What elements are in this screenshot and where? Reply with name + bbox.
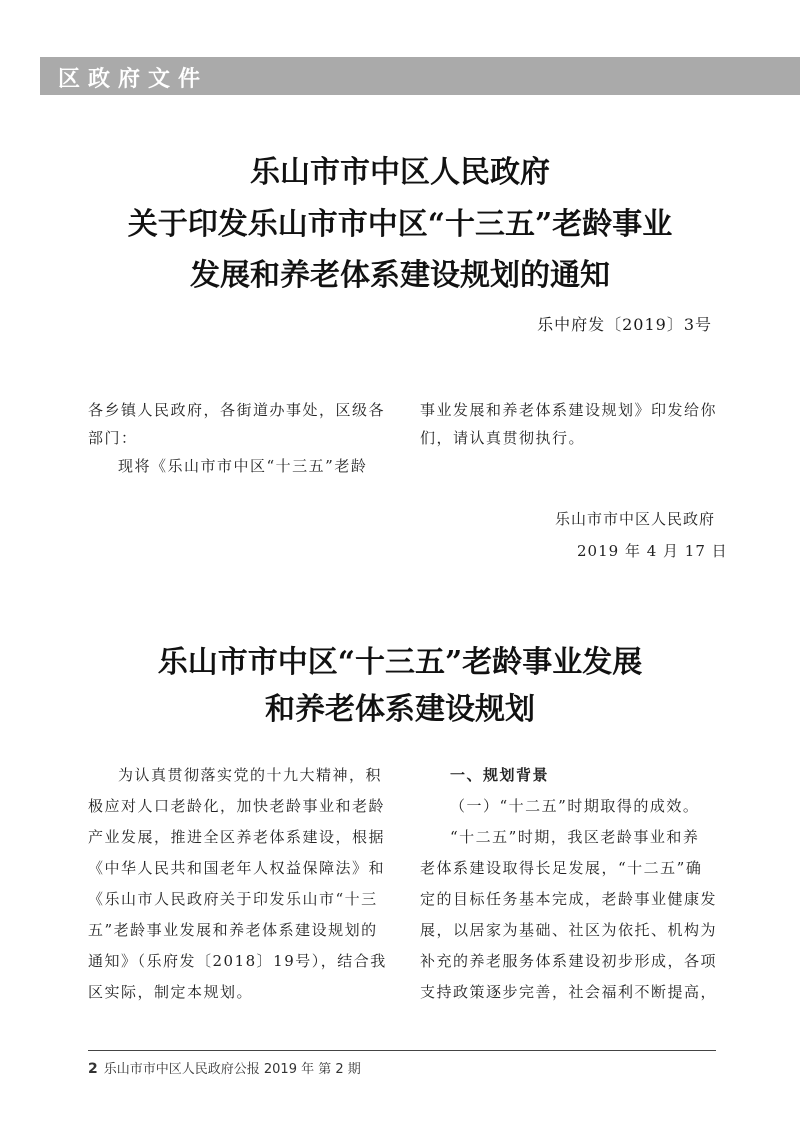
- document-number: 乐中府发〔2019〕3号: [537, 315, 712, 334]
- intro-line: 《乐山市人民政府关于印发乐山市“十三: [88, 890, 378, 908]
- subsection-heading: （一）“十二五”时期取得的成效。: [450, 797, 700, 815]
- notice-right-column: [420, 396, 730, 452]
- page-footer: [88, 1058, 361, 1077]
- publication-name: 乐山市市中区人民政府公报 2019 年 第 2 期: [103, 1062, 361, 1077]
- notice-body-line: 事业发展和养老体系建设规划》印发给你: [420, 401, 718, 419]
- notice-body-line: 们，请认真贯彻执行。: [420, 429, 586, 447]
- intro-line: 《中华人民共和国老年人权益保障法》和: [88, 859, 386, 877]
- plan-background-column: [420, 760, 730, 1008]
- page-number: 2: [88, 1061, 98, 1077]
- issuing-authority: 乐山市市中区人民政府: [555, 510, 716, 528]
- addressee-line: 各乡镇人民政府，各街道办事处，区级各: [88, 401, 386, 419]
- issue-date: 2019 年 4 月 17 日: [577, 542, 728, 560]
- notice-body-line: 现将《乐山市市中区“十三五”老龄: [118, 457, 368, 475]
- intro-line: 产业发展，推进全区养老体系建设，根据: [88, 828, 386, 846]
- intro-line: 极应对人口老龄化，加快老龄事业和老龄: [88, 797, 386, 815]
- footer-divider: [88, 1050, 716, 1051]
- notice-title-line-3: 发展和养老体系建设规划的通知: [190, 258, 610, 293]
- plan-intro-column: [88, 760, 398, 1008]
- background-line: 定的目标任务基本完成，老龄事业健康发: [420, 890, 718, 908]
- notice-title-line-1: 乐山市市中区人民政府: [250, 155, 550, 190]
- intro-line: 为认真贯彻落实党的十九大精神，积: [118, 766, 383, 784]
- background-line: “十二五”时期，我区老龄事业和养: [450, 828, 700, 846]
- addressee-line: 部门：: [88, 429, 138, 447]
- section-header-label: 区政府文件: [58, 67, 209, 92]
- section-heading: 一、规划背景: [450, 766, 550, 784]
- intro-line: 通知》（乐府发〔2018〕19号），结合我: [88, 952, 387, 970]
- background-line: 展，以居家为基础、社区为依托、机构为: [420, 921, 718, 939]
- intro-line: 区实际，制定本规划。: [88, 983, 254, 1001]
- background-line: 支持政策逐步完善，社会福利不断提高，: [420, 983, 718, 1001]
- notice-title-line-2: 关于印发乐山市市中区“十三五”老龄事业: [127, 207, 673, 242]
- background-line: 补充的养老服务体系建设初步形成，各项: [420, 952, 718, 970]
- plan-title-line-2: 和养老体系建设规划: [265, 692, 535, 727]
- notice-left-column: [88, 396, 398, 480]
- background-line: 老体系建设取得长足发展，“十二五”确: [420, 859, 703, 877]
- intro-line: 五”老龄事业发展和养老体系建设规划的: [88, 921, 378, 939]
- plan-title-line-1: 乐山市市中区“十三五”老龄事业发展: [157, 645, 643, 680]
